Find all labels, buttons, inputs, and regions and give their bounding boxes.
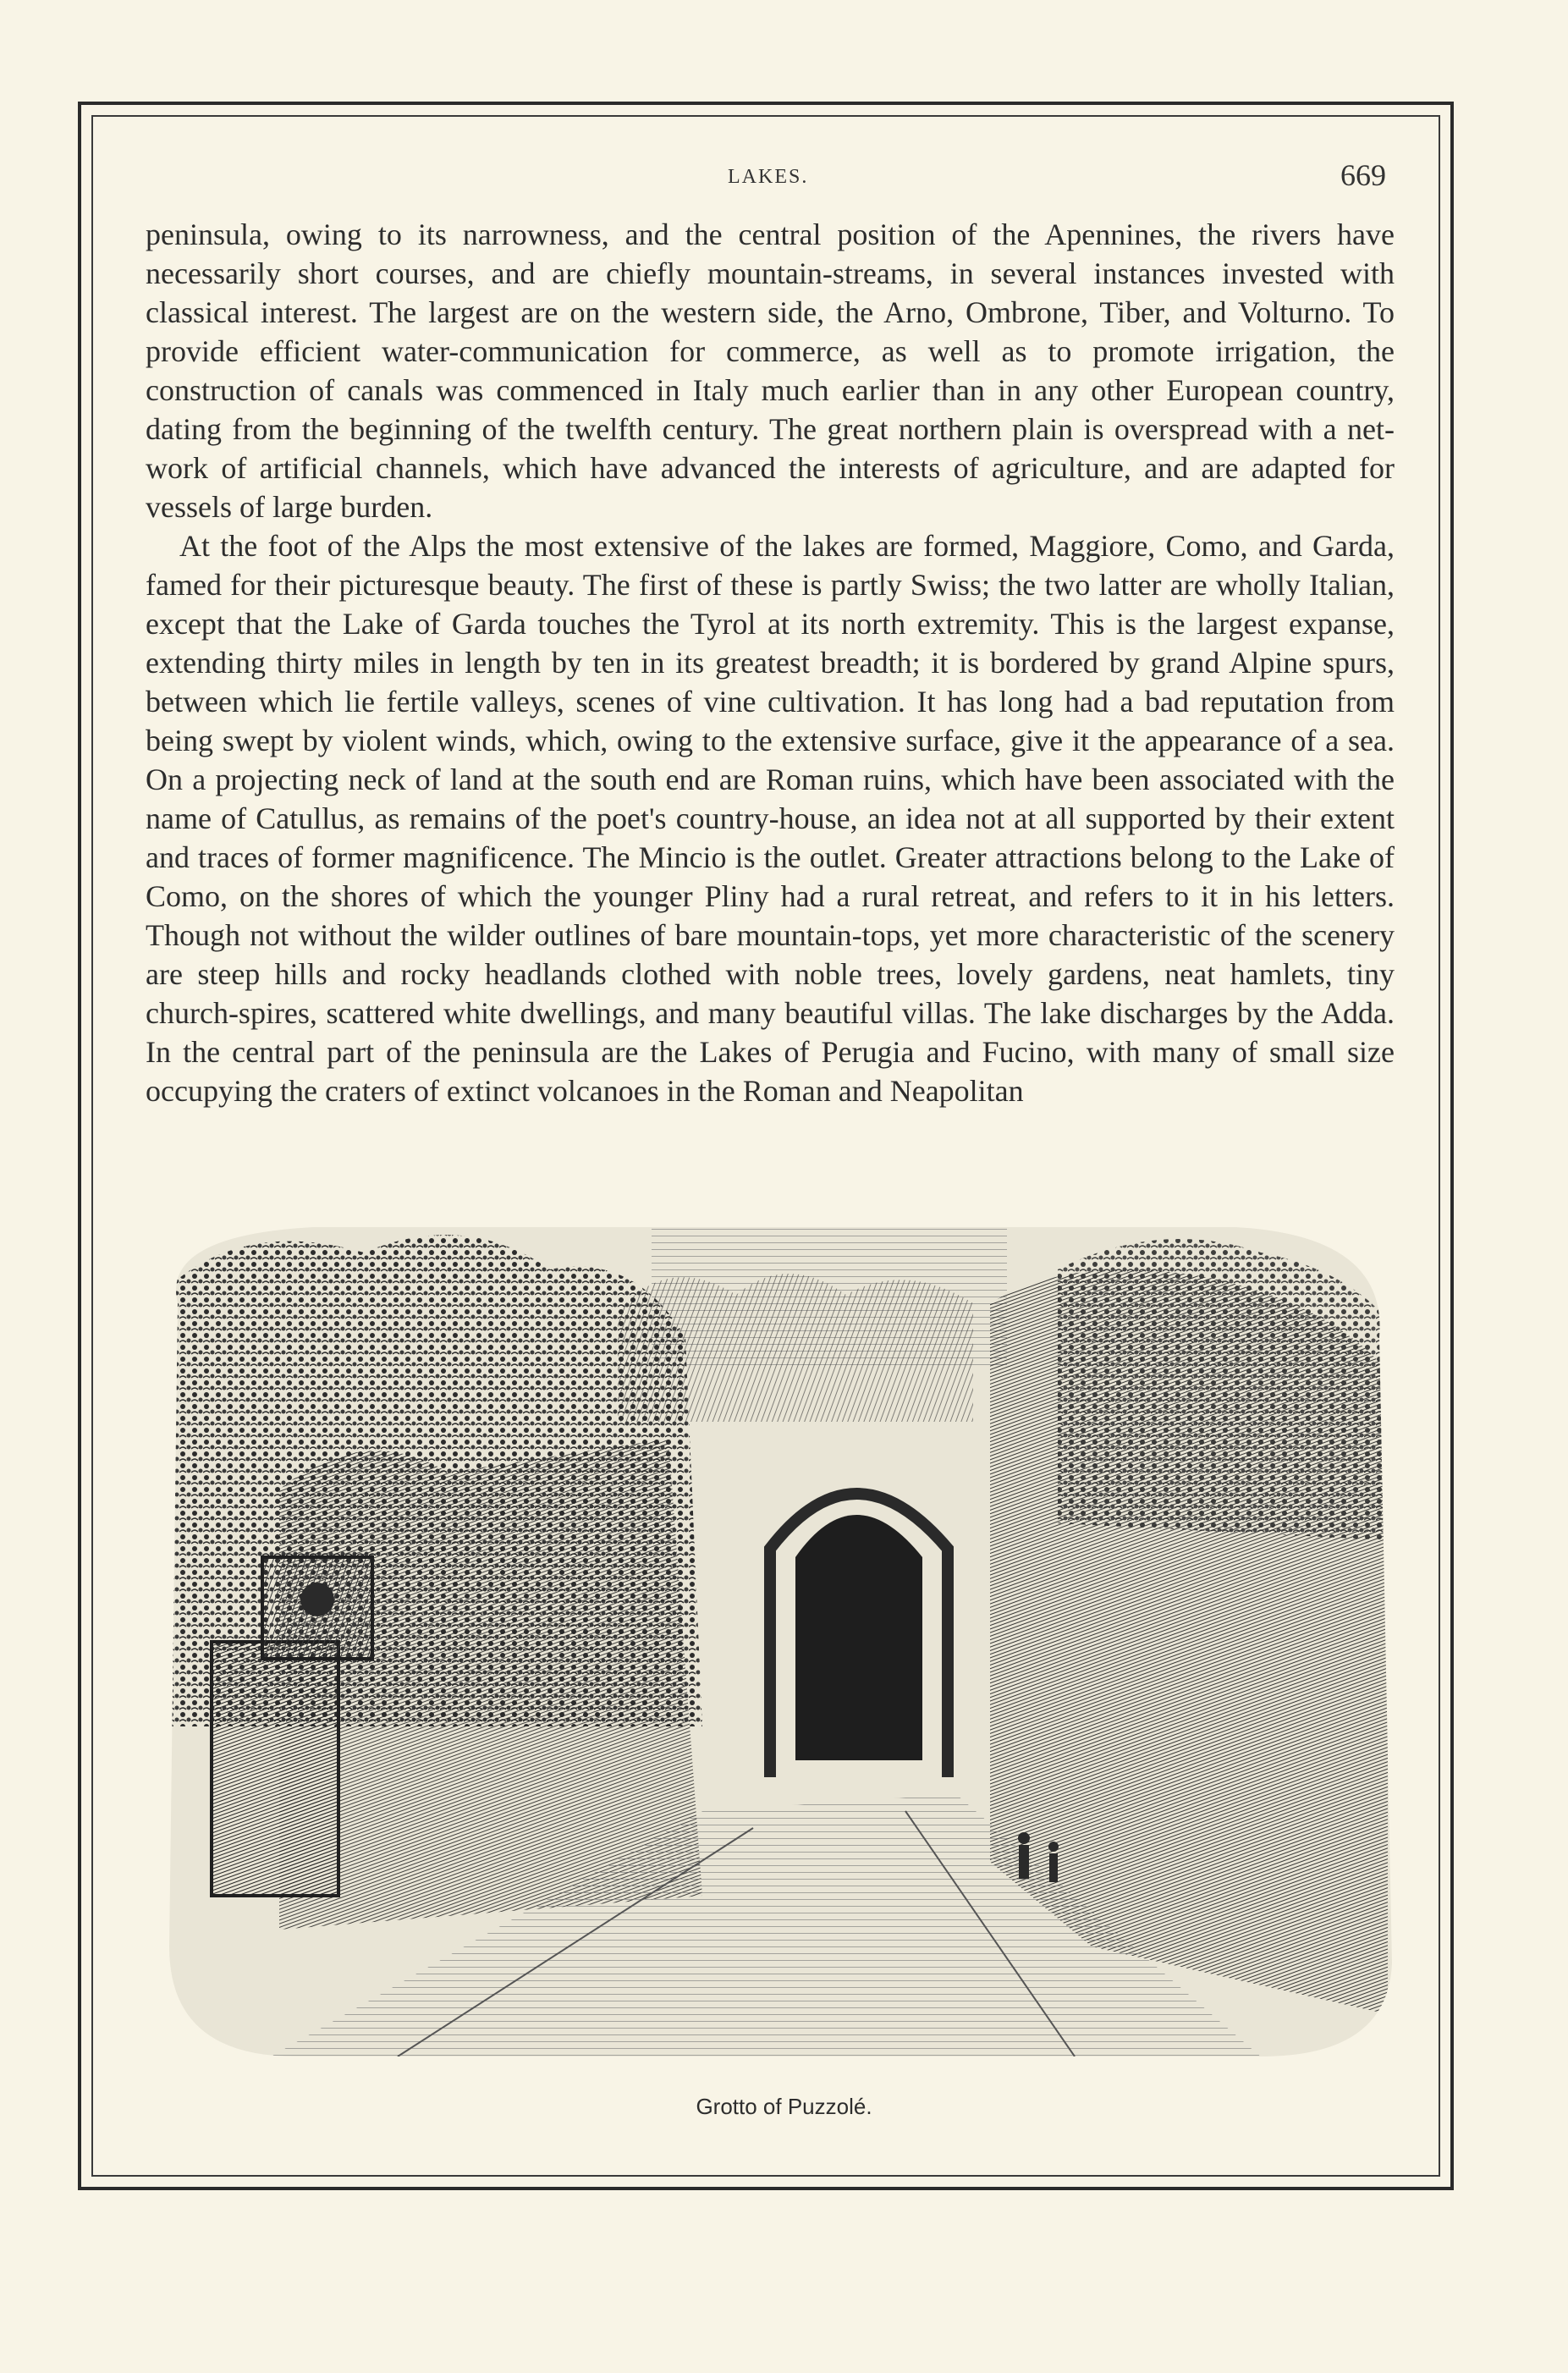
- page-number: 669: [1340, 158, 1386, 192]
- running-head: LAKES.: [728, 166, 809, 188]
- body-text: [146, 215, 1395, 1110]
- grotto-engraving: [144, 1202, 1405, 2073]
- paragraph-2: At the foot of the Alps the most extensive of the lakes are formed, Maggiore, Como, and Garda, famed for their picturesque beauty. The first of these is partly Swiss; the two latter are wholly Italian, except that the Lake of Garda touches the Tyrol at its north extremity. This is the largest expanse, extending thirty miles in length by ten in its greatest breadth; it is bordered by grand Alpine spurs, between which lie fertile valleys, scenes of vine cultivation. It has long had a bad reputation from being swept by violent winds, which, owing to the extensive surface, give it the appearance of a sea. On a projecting neck of land at the south end are Roman ruins, which have been associated with the name of Catullus, as remains of the poet's country-house, an idea not at all supported by their extent and traces of former magnificence. The Mincio is the outlet. Greater attractions belong to the Lake of Como, on the shores of which the younger Pliny had a rural retreat, and refers to it in his letters. Though not without the wilder outlines of bare mountain-tops, yet more characteristic of the scenery are steep hills and rocky headlands clothed with noble trees, lovely gardens, neat hamlets, tiny church-spires, scattered white dwellings, and many beautiful villas. The lake discharges by the Adda. In the central part of the peninsula are the Lakes of Perugia and Fucino, with many of small size occupying the craters of extinct volcanoes in the Roman and Neapolitan: [146, 529, 1395, 1108]
- paragraph-1: peninsula, owing to its narrowness, and the central position of the Apennines, the rivers have necessarily short courses, and are chiefly mountain-streams, in several instances invested with classical interest. The largest are on the western side, the Arno, Ombrone, Tiber, and Volturno. To provide efficient water-communication for commerce, as well as to promote irrigation, the construction of canals was commenced in Italy much earlier than in any other European country, dating from the beginning of the twelfth century. The great northern plain is overspread with a net-work of artificial channels, which have advanced the interests of agriculture, and are adapted for vessels of large burden.: [146, 217, 1395, 524]
- figure-caption: Grotto of Puzzolé.: [696, 2094, 872, 2119]
